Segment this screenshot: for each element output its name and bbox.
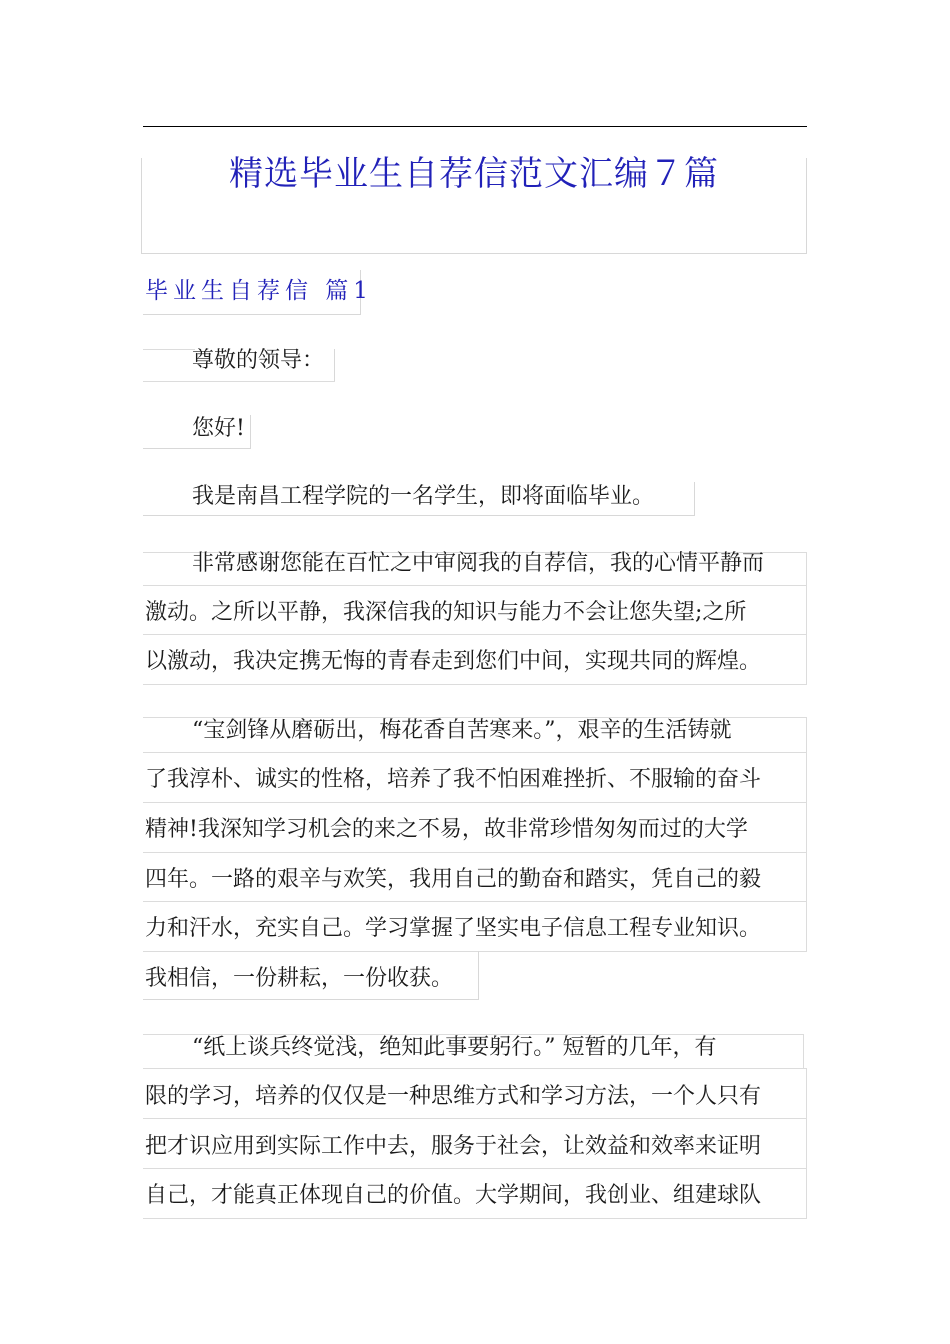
body-line: 精神!我深知学习机会的来之不易，故非常珍惜匆匆而过的大学 [145,817,748,842]
body-line: 以激动，我决定携无悔的青春走到您们中间，实现共同的辉煌。 [145,649,762,674]
greeting-line: 尊敬的领导： [192,348,325,373]
body-line: “纸上谈兵终觉浅，绝知此事要躬行。” 短暂的几年，有 [192,1035,717,1060]
line-guide [143,901,807,902]
page-title: 精选毕业生自荐信范文汇编７篇 [229,154,719,194]
line-guide [143,1068,807,1069]
line-guide [143,634,807,635]
body-line: 力和汗水，充实自己。学习掌握了坚实电子信息工程专业知识。 [145,916,762,941]
line-guide [803,1034,804,1068]
line-guide [143,585,807,586]
line-guide [143,1118,807,1119]
line-guide [143,684,807,685]
line-guide [143,381,335,382]
line-guide [806,552,807,685]
top-rule [143,126,807,127]
line-guide [806,1068,807,1218]
body-line: 限的学习，培养的仅仅是一种思维方式和学习方法，一个人只有 [145,1084,762,1109]
salutation-line: 您好! [192,416,245,441]
body-line: 非常感谢您能在百忙之中审阅我的自荐信，我的心情平静而 [192,551,765,576]
line-guide [143,752,807,753]
body-line: 把才识应用到实际工作中去，服务于社会，让效益和效率来证明 [145,1134,762,1159]
body-line: 自己，才能真正体现自己的价值。大学期间，我创业、组建球队 [145,1183,762,1208]
body-line: 我是南昌工程学院的一名学生，即将面临毕业。 [192,484,655,509]
line-guide [143,1218,807,1219]
body-line: 激动。之所以平静，我深信我的知识与能力不会让您失望;之所 [145,600,747,625]
line-guide [143,852,807,853]
line-guide [143,802,807,803]
body-line: 了我淳朴、诚实的性格，培养了我不怕困难挫折、不服输的奋斗 [145,767,762,792]
line-guide [143,1168,807,1169]
body-line: 四年。一路的艰辛与欢笑，我用自己的勤奋和踏实，凭自己的毅 [145,867,762,892]
body-line: 我相信，一份耕耘，一份收获。 [145,966,454,991]
body-line: “宝剑锋从磨砺出，梅花香自苦寒来。”，艰辛的生活铸就 [192,718,732,743]
section-heading: 毕业生自荐信 篇1 [145,278,373,304]
